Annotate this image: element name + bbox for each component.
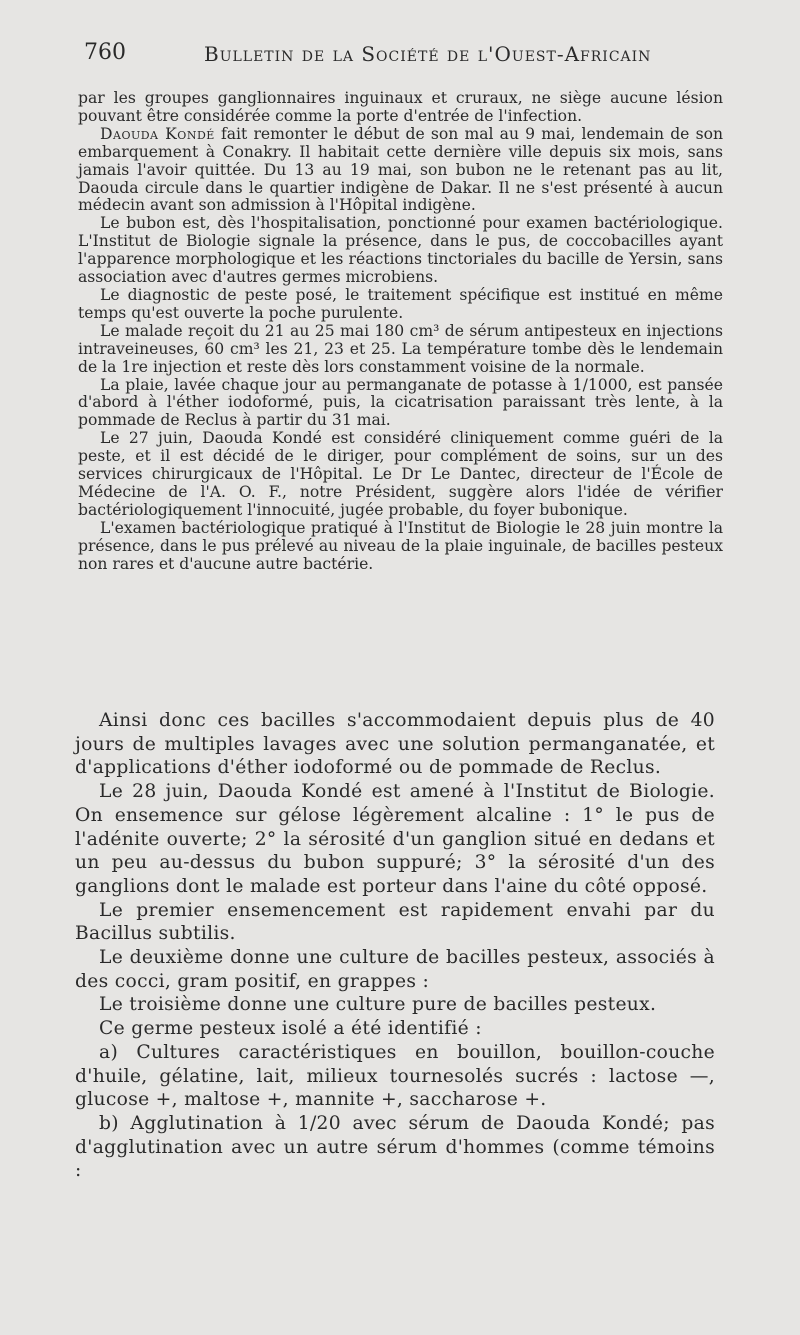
paragraph	[78, 126, 723, 216]
paragraph: b) Agglutination à 1/20 avec sérum de Daouda Kondé; pas d'agglutination avec un autre sérum d'hommes (comme témoins :	[75, 1112, 715, 1182]
paragraph: Ainsi donc ces bacilles s'accommodaient depuis plus de 40 jours de multiples lavages avec une solution permanganatée, et d'applications d'éther iodoformé ou de pommade de Reclus.	[75, 710, 715, 779]
paragraph: Le deuxième donne une culture de bacilles pesteux, associés à des cocci, gram positif, en grappes :	[75, 947, 715, 992]
paragraph: a) Cultures caractéristiques en bouillon, bouillon-couche d'huile, gélatine, lait, milieux tournesolés sucrés : lactose —, glucose +, maltose +, mannite +, saccharose +.	[75, 1041, 715, 1111]
main-text-section	[75, 709, 715, 1183]
paragraph: Le 28 juin, Daouda Kondé est amené à l'Institut de Biologie. On ensemence sur gélose légèrement alcaline : 1° le pus de l'adénite ouverte; 2° la sérosité d'un ganglion situé en dedans et un peu au-dessus du bubon suppuré; 3° la sérosité d'un des ganglions dont le malade est porteur dans l'aine du côté opposé.	[75, 781, 715, 897]
paragraph: Le malade reçoit du 21 au 25 mai 180 cm³ de sérum antipesteux en injections intraveineuses, 60 cm³ les 21, 23 et 25. La température tombe dès le lendemain de la 1re injection et reste dès lors constamment voisine de la normale.	[78, 321, 723, 376]
paragraph: Le troisième donne une culture pure de bacilles pesteux.	[99, 994, 657, 1016]
paragraph-text: fait remonter le début de son mal au 9 mai, lendemain de son embarquement à Conakry. Il habitait cette dernière ville depuis six mois, sans jamais l'avoir quittée. Du 13 au 19 mai, son bubon ne le retenant pas au lit, Daouda circule dans le quartier indigène de Dakar. Il ne s'est présenté à aucun médecin avant son admission à l'Hôpital indigène.	[78, 124, 723, 215]
paragraph: Le diagnostic de peste posé, le traitement spécifique est institué en même temps qu'est ouverte la poche purulente.	[78, 285, 723, 322]
small-print-section	[78, 90, 723, 573]
patient-name: Daouda Kondé	[100, 124, 215, 143]
paragraph: Ce germe pesteux isolé a été identifié :	[99, 1018, 482, 1040]
paragraph: La plaie, lavée chaque jour au permanganate de potasse à 1/1000, est pansée d'abord à l'éther iodoformé, puis, la cicatrisation paraissant très lente, à la pommade de Reclus à partir du 31 mai.	[78, 375, 723, 430]
page-number: 760	[84, 40, 126, 65]
paragraph: Le bubon est, dès l'hospitalisation, ponctionné pour examen bactériologique. L'Institut de Biologie signale la présence, dans le pus, de coccobacilles ayant l'apparence morphologique et les réactions tinctoriales du bacille de Yersin, sans association avec d'autres germes microbiens.	[78, 214, 723, 287]
paragraph: L'examen bactériologique pratiqué à l'Institut de Biologie le 28 juin montre la présence, dans le pus prélevé au niveau de la plaie inguinale, de bacilles pesteux non rares et d'aucune autre bactérie.	[78, 518, 723, 573]
paragraph: Le 27 juin, Daouda Kondé est considéré cliniquement comme guéri de la peste, et il est décidé de le diriger, pour complément de soins, sur un des services chirurgicaux de l'Hôpital. Le Dr Le Dantec, directeur de l'École de Médecine de l'A. O. F., notre Président, suggère alors l'idée de vérifier bactériologiquement l'innocuité, jugée probable, du foyer bubonique.	[78, 429, 723, 519]
paragraph: par les groupes ganglionnaires inguinaux et cruraux, ne siège aucune lésion pouvant être considérée comme la porte d'entrée de l'infection.	[78, 89, 723, 125]
paragraph: Le premier ensemencement est rapidement envahi par du Bacillus subtilis.	[75, 899, 715, 945]
running-head: Bulletin de la Société de l'Ouest-Africain	[204, 42, 652, 66]
page-header	[84, 40, 720, 76]
